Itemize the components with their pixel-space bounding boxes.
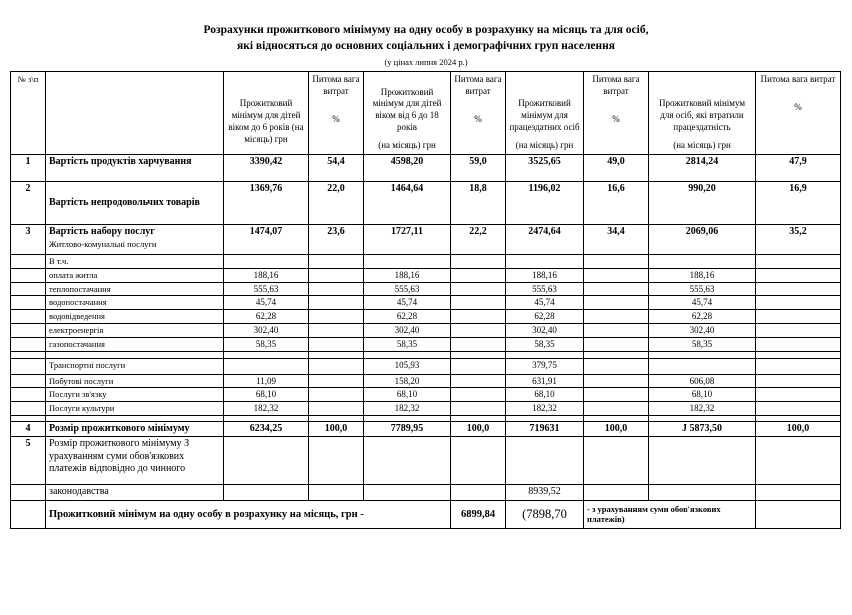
- value-cell: [756, 437, 841, 485]
- value-cell: 6234,25: [224, 421, 309, 437]
- value-cell: [756, 337, 841, 351]
- share-header-text: Питома вага витрат: [312, 74, 360, 96]
- value-cell: [584, 402, 649, 416]
- value-cell: 302,40: [506, 324, 584, 338]
- table-row: [11, 324, 841, 338]
- value-cell: [224, 358, 309, 374]
- row-number: [11, 402, 46, 416]
- row-label: законодавства: [46, 485, 224, 501]
- value-cell: [309, 337, 364, 351]
- document-title: [0, 0, 852, 67]
- footer-number-cell: [11, 500, 46, 528]
- value-cell: [451, 310, 506, 324]
- value-cell: 68,10: [364, 388, 451, 402]
- share-header-unit: %: [332, 113, 340, 124]
- value-cell: 18,8: [451, 182, 506, 225]
- value-cell: [584, 255, 649, 269]
- value-cell: 59,0: [451, 155, 506, 182]
- value-cell: [756, 402, 841, 416]
- col-header-share-3: [584, 72, 649, 155]
- value-cell: 719631: [506, 421, 584, 437]
- row-label: Розмір прожиткового мінімуму З урахуванням суми обов'язкових платежів відповідно до чинного: [46, 437, 224, 485]
- value-cell: [756, 388, 841, 402]
- value-cell: 182,32: [364, 402, 451, 416]
- row-label: В т.ч.: [46, 255, 224, 269]
- value-cell: [584, 437, 649, 485]
- value-cell: 7789,95: [364, 421, 451, 437]
- title-line-2: які відносяться до основних соціальних і демографічних груп населення: [237, 40, 615, 53]
- row-label: водовідведення: [46, 310, 224, 324]
- row-number: 3: [11, 225, 46, 255]
- value-cell: [506, 255, 584, 269]
- value-cell: 45,74: [364, 296, 451, 310]
- value-cell: [649, 485, 756, 501]
- col-header-lost-capacity: [649, 72, 756, 155]
- value-cell: 22,2: [451, 225, 506, 255]
- value-cell: [451, 358, 506, 374]
- value-cell: 45,74: [224, 296, 309, 310]
- value-cell: [224, 437, 309, 485]
- table-row: [11, 225, 841, 255]
- table-row: [11, 402, 841, 416]
- value-cell: [649, 437, 756, 485]
- value-cell: 158,20: [364, 374, 451, 388]
- table-row: [11, 268, 841, 282]
- share-header-text: Питома вага витрат: [454, 74, 502, 96]
- row-number: [11, 485, 46, 501]
- row-label: Вартість набору послуг Житлово-комунальні послуги: [46, 225, 224, 255]
- table-row: [11, 485, 841, 501]
- value-cell: 188,16: [649, 268, 756, 282]
- value-cell: 11,09: [224, 374, 309, 388]
- value-cell: [649, 351, 756, 358]
- table-row: [11, 437, 841, 485]
- value-cell: [756, 351, 841, 358]
- row-number: 2: [11, 182, 46, 225]
- value-cell: [451, 485, 506, 501]
- value-cell: 58,35: [506, 337, 584, 351]
- row-number: [11, 324, 46, 338]
- value-cell: 68,10: [649, 388, 756, 402]
- value-cell: [309, 296, 364, 310]
- value-cell: [506, 437, 584, 485]
- value-cell: 68,10: [506, 388, 584, 402]
- table-row: [11, 374, 841, 388]
- share-header-text: Питома вага витрат: [760, 74, 836, 85]
- footer-empty-cell: [756, 500, 841, 528]
- footer-row: [11, 500, 841, 528]
- value-cell: 182,32: [506, 402, 584, 416]
- value-cell: 100,0: [756, 421, 841, 437]
- value-cell: 100,0: [451, 421, 506, 437]
- footer-value-with-payments: (7898,70: [506, 500, 584, 528]
- row-number: [11, 337, 46, 351]
- col-header-unit: (на місяць) грн: [673, 139, 731, 150]
- row-label: електроенергія: [46, 324, 224, 338]
- value-cell: [451, 282, 506, 296]
- value-cell: [309, 485, 364, 501]
- col-header-number: № з\п: [11, 72, 46, 155]
- value-cell: [364, 485, 451, 501]
- row-label: водопостачання: [46, 296, 224, 310]
- value-cell: 182,32: [649, 402, 756, 416]
- row-label: [46, 351, 224, 358]
- col-header-item: [46, 72, 224, 155]
- row-number: 4: [11, 421, 46, 437]
- value-cell: 555,63: [649, 282, 756, 296]
- row-number: [11, 358, 46, 374]
- value-cell: 62,28: [506, 310, 584, 324]
- value-cell: [309, 255, 364, 269]
- value-cell: [756, 255, 841, 269]
- value-cell: 35,2: [756, 225, 841, 255]
- row-number: [11, 310, 46, 324]
- value-cell: 631,91: [506, 374, 584, 388]
- value-cell: [756, 358, 841, 374]
- value-cell: 555,63: [506, 282, 584, 296]
- value-cell: 1474,07: [224, 225, 309, 255]
- value-cell: [309, 358, 364, 374]
- table-row: [11, 255, 841, 269]
- value-cell: 34,4: [584, 225, 649, 255]
- value-cell: [451, 255, 506, 269]
- row-label: Вартість продуктів харчування: [46, 155, 224, 182]
- table-row: [11, 155, 841, 182]
- value-cell: [756, 282, 841, 296]
- value-cell: [309, 282, 364, 296]
- value-cell: 555,63: [224, 282, 309, 296]
- col-header-share-4: [756, 72, 841, 155]
- value-cell: 22,0: [309, 182, 364, 225]
- value-cell: 188,16: [506, 268, 584, 282]
- value-cell: [584, 388, 649, 402]
- value-cell: 2814,24: [649, 155, 756, 182]
- row-number: [11, 351, 46, 358]
- value-cell: [451, 388, 506, 402]
- value-cell: [309, 388, 364, 402]
- col-header-unit: (на місяць) грн: [378, 139, 436, 150]
- share-header-unit: %: [474, 113, 482, 124]
- table-row: [11, 337, 841, 351]
- value-cell: [756, 324, 841, 338]
- value-cell: 379,75: [506, 358, 584, 374]
- row-label: Розмір прожиткового мінімуму: [46, 421, 224, 437]
- value-cell: [451, 337, 506, 351]
- value-cell: [309, 402, 364, 416]
- col-header-text: Прожитковий мінімум для працездатних осіб: [509, 98, 580, 132]
- value-cell: 68,10: [224, 388, 309, 402]
- row-label: Послуги культури: [46, 402, 224, 416]
- table-row: [11, 421, 841, 437]
- footer-label: Прожитковий мінімум на одну особу в розрахунку на місяць, грн -: [46, 500, 451, 528]
- value-cell: [451, 351, 506, 358]
- value-cell: 58,35: [649, 337, 756, 351]
- value-cell: 49,0: [584, 155, 649, 182]
- value-cell: 555,63: [364, 282, 451, 296]
- row-label: оплата житла: [46, 268, 224, 282]
- row-number: [11, 268, 46, 282]
- value-cell: 188,16: [364, 268, 451, 282]
- value-cell: [756, 485, 841, 501]
- value-cell: [649, 255, 756, 269]
- value-cell: [584, 351, 649, 358]
- value-cell: 58,35: [364, 337, 451, 351]
- value-cell: [309, 437, 364, 485]
- value-cell: 1464,64: [364, 182, 451, 225]
- col-header-able-bodied: [506, 72, 584, 155]
- col-header-text: Прожитковий мінімум для дітей віком до 6 років (на місяць) грн: [228, 98, 304, 144]
- value-cell: [451, 324, 506, 338]
- footer-note: - з урахуванням суми обов'язкових платежів): [584, 500, 756, 528]
- value-cell: [584, 268, 649, 282]
- col-header-text: Прожитковий мінімум для дітей віком від 6 до 18 років: [372, 86, 442, 132]
- table-row: [11, 351, 841, 358]
- value-cell: [224, 351, 309, 358]
- value-cell: [584, 310, 649, 324]
- table-row: [11, 310, 841, 324]
- share-header-unit: %: [612, 113, 620, 124]
- value-cell: [309, 374, 364, 388]
- value-cell: [756, 268, 841, 282]
- share-header-unit: %: [794, 101, 802, 112]
- table-row: [11, 358, 841, 374]
- row-label: Послуги зв'язку: [46, 388, 224, 402]
- col-header-share-1: [309, 72, 364, 155]
- value-cell: [649, 358, 756, 374]
- value-cell: 16,9: [756, 182, 841, 225]
- value-cell: [584, 324, 649, 338]
- value-cell: 2069,06: [649, 225, 756, 255]
- value-cell: 302,40: [649, 324, 756, 338]
- col-header-text: Прожитковий мінімум для осіб, які втратили працездатність: [658, 98, 746, 132]
- footer-value-per-person: 6899,84: [451, 500, 506, 528]
- share-header-text: Питома вага витрат: [592, 74, 640, 96]
- value-cell: 182,32: [224, 402, 309, 416]
- value-cell: 62,28: [649, 310, 756, 324]
- value-cell: 62,28: [224, 310, 309, 324]
- title-prices-note: (у цінах липня 2024 р.): [384, 57, 468, 68]
- col-header-children-6-18: [364, 72, 451, 155]
- value-cell: 100,0: [309, 421, 364, 437]
- value-cell: [584, 358, 649, 374]
- value-cell: [451, 296, 506, 310]
- value-cell: [451, 374, 506, 388]
- value-cell: [506, 351, 584, 358]
- value-cell: 4598,20: [364, 155, 451, 182]
- value-cell: 105,93: [364, 358, 451, 374]
- value-cell: [756, 296, 841, 310]
- title-line-1: Розрахунки прожиткового мінімуму на одну особу в розрахунку на місяць та для осіб,: [203, 24, 649, 36]
- value-cell: 8939,52: [506, 485, 584, 501]
- row-label: газопостачання: [46, 337, 224, 351]
- value-cell: [309, 310, 364, 324]
- value-cell: [309, 351, 364, 358]
- row-label: Вартість непродовольчих товарів: [46, 182, 224, 225]
- value-cell: [309, 324, 364, 338]
- value-cell: 1369,76: [224, 182, 309, 225]
- value-cell: [224, 255, 309, 269]
- row-number: [11, 255, 46, 269]
- row-number: [11, 374, 46, 388]
- col-header-children-under-6: [224, 72, 309, 155]
- row-number: 5: [11, 437, 46, 485]
- value-cell: [451, 437, 506, 485]
- row-number: [11, 296, 46, 310]
- value-cell: 23,6: [309, 225, 364, 255]
- row-number: [11, 388, 46, 402]
- table-row: [11, 282, 841, 296]
- value-cell: 2474,64: [506, 225, 584, 255]
- value-cell: 302,40: [364, 324, 451, 338]
- table-row: [11, 296, 841, 310]
- value-cell: [224, 485, 309, 501]
- value-cell: [451, 402, 506, 416]
- value-cell: [584, 337, 649, 351]
- value-cell: 62,28: [364, 310, 451, 324]
- value-cell: [309, 268, 364, 282]
- row-label: теплопостачання: [46, 282, 224, 296]
- value-cell: 100,0: [584, 421, 649, 437]
- value-cell: [584, 374, 649, 388]
- value-cell: [364, 255, 451, 269]
- value-cell: 606,08: [649, 374, 756, 388]
- value-cell: J 5873,50: [649, 421, 756, 437]
- value-cell: [584, 485, 649, 501]
- row-number: [11, 282, 46, 296]
- col-header-share-2: [451, 72, 506, 155]
- value-cell: 990,20: [649, 182, 756, 225]
- value-cell: 188,16: [224, 268, 309, 282]
- table-row: [11, 388, 841, 402]
- value-cell: [756, 374, 841, 388]
- value-cell: [364, 437, 451, 485]
- value-cell: 45,74: [649, 296, 756, 310]
- value-cell: 1196,02: [506, 182, 584, 225]
- value-cell: 54,4: [309, 155, 364, 182]
- value-cell: [756, 310, 841, 324]
- row-label: Транспортні послуги: [46, 358, 224, 374]
- header-row: [11, 72, 841, 155]
- col-header-unit: (на місяць) грн: [515, 139, 574, 150]
- row-label: Побутові послуги: [46, 374, 224, 388]
- subsistence-minimum-table: [10, 71, 841, 529]
- value-cell: [364, 351, 451, 358]
- value-cell: 16,6: [584, 182, 649, 225]
- table-row: [11, 182, 841, 225]
- value-cell: 1727,11: [364, 225, 451, 255]
- value-cell: [584, 282, 649, 296]
- value-cell: 3390,42: [224, 155, 309, 182]
- value-cell: [451, 268, 506, 282]
- row-number: 1: [11, 155, 46, 182]
- value-cell: 58,35: [224, 337, 309, 351]
- value-cell: 45,74: [506, 296, 584, 310]
- value-cell: 3525,65: [506, 155, 584, 182]
- value-cell: [584, 296, 649, 310]
- value-cell: 302,40: [224, 324, 309, 338]
- value-cell: 47,9: [756, 155, 841, 182]
- row-sublabel: Житлово-комунальні послуги: [49, 238, 157, 249]
